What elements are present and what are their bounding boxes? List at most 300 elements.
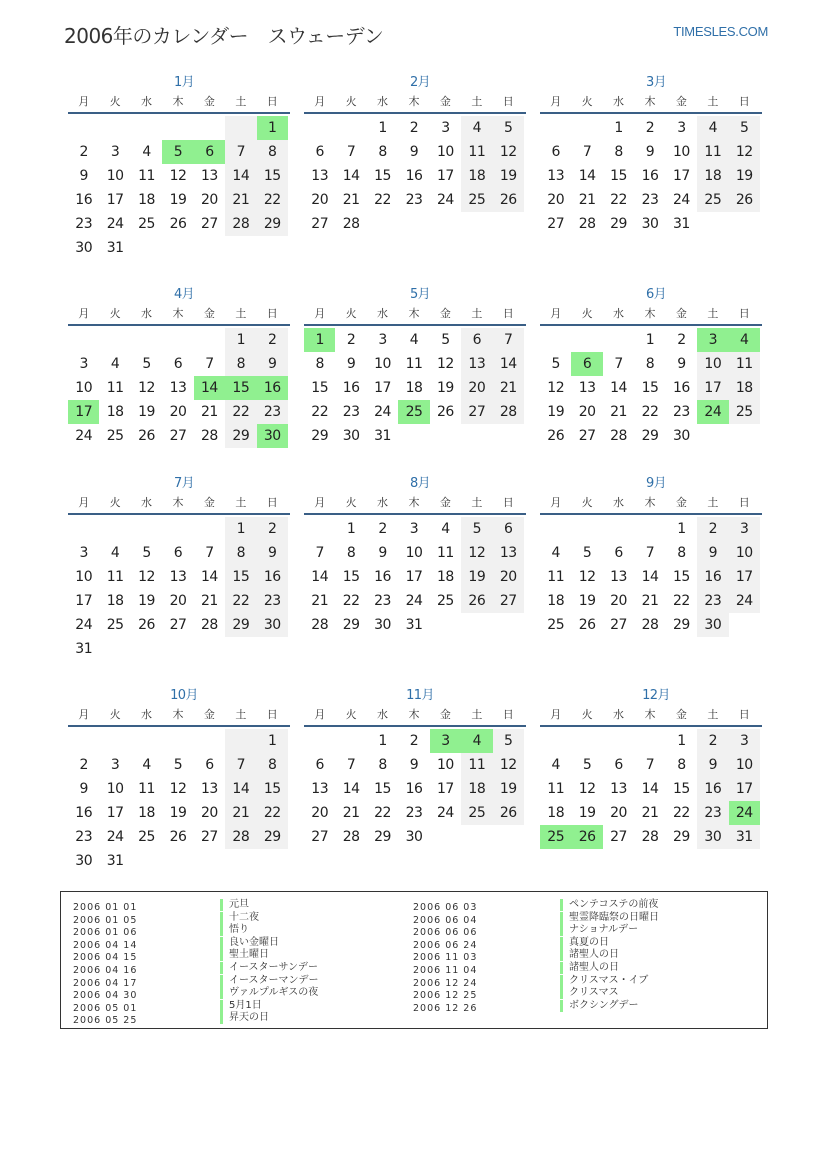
day-cell: 23: [697, 801, 728, 825]
weekday-label: 木: [408, 496, 420, 509]
day-cell: 20: [311, 192, 329, 208]
month-block: [304, 475, 526, 637]
day-cell: 29: [225, 424, 256, 448]
day-cell: 12: [461, 541, 492, 565]
day-cell: 27: [311, 216, 329, 232]
day-cell: 21: [493, 376, 524, 400]
month-block: [540, 687, 762, 849]
holiday-name: イースターマンデー: [220, 975, 319, 987]
month-name: 1月: [173, 75, 195, 90]
weekday-label: 水: [141, 496, 153, 509]
holiday-day: 3: [430, 729, 461, 753]
day-grid: [540, 116, 762, 236]
empty-cell: [68, 517, 99, 541]
holiday-day: 4: [729, 328, 760, 352]
day-cell: 5: [142, 356, 151, 372]
day-cell: 26: [169, 829, 187, 845]
day-cell: 28: [225, 825, 256, 849]
day-cell: 18: [547, 593, 565, 609]
day-cell: 3: [729, 517, 760, 541]
weekday-label: 日: [266, 307, 278, 320]
empty-cell: [540, 328, 571, 352]
day-cell: 26: [493, 188, 524, 212]
day-cell: 9: [697, 753, 728, 777]
day-cell: 25: [106, 617, 124, 633]
day-cell: 15: [374, 168, 391, 184]
weekday-label: 木: [408, 307, 420, 320]
weekday-label: 木: [644, 708, 656, 721]
day-cell: 11: [461, 140, 492, 164]
weekday-label: 土: [235, 95, 247, 108]
day-cell: 3: [110, 144, 120, 160]
day-cell: 30: [374, 617, 391, 633]
holiday-day: 24: [697, 400, 728, 424]
weekday-label: 木: [644, 307, 656, 320]
day-cell: 17: [436, 781, 454, 797]
empty-cell: [335, 729, 366, 753]
day-cell: 12: [547, 380, 565, 396]
day-cell: 10: [729, 753, 760, 777]
month-name: 12月: [642, 688, 670, 703]
weekday-label: 木: [644, 95, 656, 108]
day-cell: 25: [461, 188, 492, 212]
month-block: [540, 286, 762, 448]
day-cell: 13: [461, 352, 492, 376]
day-cell: 12: [578, 781, 596, 797]
day-cell: 14: [641, 569, 659, 585]
weekday-label: 月: [550, 708, 562, 721]
day-cell: 1: [645, 332, 655, 348]
day-cell: 24: [106, 829, 124, 845]
day-cell: 21: [225, 801, 256, 825]
day-cell: 8: [315, 356, 324, 372]
day-cell: 16: [405, 781, 423, 797]
day-cell: 19: [578, 593, 596, 609]
day-cell: 14: [342, 781, 360, 797]
weekday-label: 土: [471, 307, 483, 320]
day-cell: 19: [578, 805, 596, 821]
holiday-row: [73, 974, 319, 989]
day-cell: 14: [641, 781, 659, 797]
day-cell: 28: [610, 428, 627, 444]
day-cell: 5: [493, 116, 524, 140]
weekday-label: 水: [613, 496, 625, 509]
day-cell: 13: [578, 380, 596, 396]
day-cell: 20: [578, 404, 596, 420]
day-cell: 16: [257, 565, 288, 589]
day-cell: 7: [493, 328, 524, 352]
empty-cell: [68, 116, 99, 140]
empty-cell: [571, 729, 602, 753]
weekday-label: 木: [644, 496, 656, 509]
weekday-header: [304, 92, 526, 114]
day-cell: 6: [551, 144, 560, 160]
day-cell: 15: [311, 380, 329, 396]
day-cell: 5: [551, 356, 560, 372]
day-cell: 5: [173, 757, 183, 773]
day-cell: 3: [110, 757, 120, 773]
month-name: 2月: [409, 75, 431, 90]
day-cell: 8: [346, 545, 356, 561]
weekday-label: 月: [78, 95, 90, 108]
day-cell: 29: [257, 825, 288, 849]
day-cell: 25: [106, 428, 124, 444]
day-cell: 15: [672, 781, 690, 797]
month-block: [68, 286, 290, 448]
day-cell: 18: [106, 404, 124, 420]
empty-cell: [304, 729, 335, 753]
empty-cell: [68, 729, 99, 753]
weekday-label: 火: [109, 708, 121, 721]
day-cell: 12: [138, 569, 155, 585]
holiday-date: 2006 11 04: [413, 964, 478, 976]
weekday-label: 金: [675, 708, 687, 721]
day-cell: 10: [374, 356, 391, 372]
weekday-label: 月: [78, 708, 90, 721]
day-cell: 24: [75, 617, 93, 633]
holiday-day: 6: [194, 140, 225, 164]
day-cell: 7: [225, 753, 256, 777]
day-cell: 18: [106, 593, 124, 609]
day-cell: 3: [79, 356, 88, 372]
day-cell: 26: [547, 428, 565, 444]
holiday-date: 2006 01 05: [73, 914, 138, 926]
day-cell: 13: [610, 781, 627, 797]
empty-cell: [131, 517, 162, 541]
day-cell: 3: [677, 120, 686, 136]
month-block: [540, 74, 762, 236]
day-cell: 30: [75, 240, 93, 256]
day-cell: 29: [374, 829, 391, 845]
day-cell: 26: [493, 801, 524, 825]
day-cell: 10: [436, 144, 454, 160]
day-cell: 6: [614, 757, 623, 773]
holiday-date: 2006 12 25: [413, 990, 478, 1002]
day-cell: 14: [578, 168, 596, 184]
day-cell: 22: [641, 404, 659, 420]
day-cell: 30: [405, 829, 423, 845]
holiday-name: 良い金曜日: [220, 937, 279, 949]
holiday-day: 24: [729, 801, 760, 825]
empty-cell: [162, 729, 193, 753]
day-cell: 17: [106, 805, 124, 821]
day-cell: 21: [311, 593, 329, 609]
day-cell: 21: [641, 805, 659, 821]
weekday-label: 月: [550, 95, 562, 108]
holiday-day: 5: [162, 140, 193, 164]
holiday-day: 15: [225, 376, 256, 400]
day-cell: 5: [441, 332, 450, 348]
day-cell: 27: [169, 428, 187, 444]
site-name[interactable]: TIMESLES.COM: [673, 24, 768, 39]
empty-cell: [634, 729, 665, 753]
weekday-label: 金: [439, 708, 451, 721]
weekday-label: 火: [345, 708, 357, 721]
day-grid: [304, 729, 526, 849]
holiday-date: 2006 06 06: [413, 927, 478, 939]
weekday-label: 水: [613, 307, 625, 320]
day-cell: 20: [169, 593, 187, 609]
weekday-label: 金: [203, 95, 215, 108]
day-cell: 27: [578, 428, 596, 444]
weekday-label: 金: [439, 307, 451, 320]
day-cell: 16: [641, 168, 659, 184]
day-cell: 21: [578, 192, 596, 208]
day-cell: 6: [315, 757, 324, 773]
day-cell: 16: [672, 380, 690, 396]
day-cell: 21: [200, 593, 218, 609]
day-cell: 8: [257, 753, 288, 777]
weekday-label: 土: [235, 307, 247, 320]
day-cell: 30: [697, 613, 728, 637]
day-cell: 15: [257, 777, 288, 801]
day-cell: 15: [610, 168, 627, 184]
day-cell: 31: [374, 428, 391, 444]
empty-cell: [304, 517, 335, 541]
day-cell: 18: [405, 380, 423, 396]
empty-cell: [603, 729, 634, 753]
month-name: 6月: [645, 287, 667, 302]
day-cell: 20: [169, 404, 187, 420]
weekday-label: 日: [738, 708, 750, 721]
day-cell: 1: [225, 517, 256, 541]
day-cell: 21: [641, 593, 659, 609]
day-cell: 6: [315, 144, 324, 160]
weekday-label: 日: [502, 307, 514, 320]
day-cell: 18: [729, 376, 760, 400]
day-cell: 25: [547, 617, 565, 633]
weekday-header: [68, 92, 290, 114]
day-cell: 27: [200, 829, 218, 845]
weekday-label: 土: [707, 496, 719, 509]
day-cell: 21: [225, 188, 256, 212]
weekday-label: 火: [345, 496, 357, 509]
day-cell: 10: [75, 380, 93, 396]
day-cell: 4: [110, 545, 120, 561]
weekday-label: 金: [675, 95, 687, 108]
empty-cell: [225, 729, 256, 753]
day-cell: 22: [257, 188, 288, 212]
weekday-label: 土: [707, 95, 719, 108]
day-cell: 4: [409, 332, 419, 348]
holiday-date: 2006 12 24: [413, 977, 478, 989]
holiday-row: [73, 924, 249, 939]
weekday-label: 水: [377, 307, 389, 320]
day-cell: 23: [75, 829, 93, 845]
day-cell: 12: [493, 753, 524, 777]
day-cell: 5: [142, 545, 151, 561]
day-cell: 5: [729, 116, 760, 140]
weekday-header: [540, 304, 762, 326]
day-cell: 18: [138, 192, 155, 208]
day-cell: 19: [169, 192, 187, 208]
holiday-name: 元旦: [220, 899, 249, 911]
holiday-day: 1: [304, 328, 335, 352]
day-cell: 26: [169, 216, 187, 232]
day-cell: 22: [311, 404, 329, 420]
day-cell: 8: [614, 144, 623, 160]
weekday-label: 金: [439, 496, 451, 509]
day-cell: 29: [257, 212, 288, 236]
day-cell: 30: [641, 216, 659, 232]
empty-cell: [99, 517, 130, 541]
holiday-list-left: [73, 899, 319, 1027]
day-cell: 13: [169, 569, 187, 585]
day-cell: 28: [641, 617, 659, 633]
empty-cell: [634, 517, 665, 541]
weekday-label: 日: [266, 496, 278, 509]
empty-cell: [162, 328, 193, 352]
day-cell: 23: [405, 192, 423, 208]
weekday-header: [304, 304, 526, 326]
weekday-label: 水: [613, 95, 625, 108]
day-cell: 2: [79, 757, 88, 773]
holiday-row: [73, 961, 318, 976]
day-cell: 17: [374, 380, 391, 396]
day-cell: 8: [677, 757, 686, 773]
day-cell: 11: [461, 753, 492, 777]
day-cell: 7: [205, 356, 214, 372]
day-cell: 10: [405, 545, 423, 561]
day-cell: 13: [311, 168, 329, 184]
day-cell: 3: [441, 120, 450, 136]
month-block: [68, 74, 290, 260]
holiday-row: [413, 911, 659, 926]
day-cell: 23: [342, 404, 360, 420]
day-grid: [304, 116, 526, 236]
day-cell: 5: [582, 757, 592, 773]
day-cell: 4: [551, 757, 560, 773]
day-cell: 30: [672, 428, 690, 444]
day-cell: 20: [311, 805, 329, 821]
day-cell: 2: [257, 328, 288, 352]
holiday-name: 諸聖人の日: [560, 949, 619, 961]
day-cell: 9: [257, 541, 288, 565]
day-cell: 29: [672, 617, 690, 633]
day-cell: 10: [697, 352, 728, 376]
day-cell: 10: [106, 168, 124, 184]
day-cell: 22: [342, 593, 360, 609]
day-cell: 3: [729, 729, 760, 753]
day-cell: 25: [138, 829, 155, 845]
day-cell: 2: [378, 521, 387, 537]
weekday-label: 火: [581, 95, 593, 108]
weekday-header: [540, 705, 762, 727]
day-cell: 4: [697, 116, 728, 140]
weekday-label: 木: [172, 307, 184, 320]
day-cell: 9: [257, 352, 288, 376]
day-cell: 10: [729, 541, 760, 565]
day-cell: 20: [547, 192, 565, 208]
empty-cell: [571, 328, 602, 352]
day-cell: 25: [461, 801, 492, 825]
day-cell: 4: [142, 757, 151, 773]
empty-cell: [194, 116, 225, 140]
day-cell: 11: [405, 356, 423, 372]
day-cell: 25: [138, 216, 155, 232]
day-cell: 28: [641, 829, 659, 845]
day-cell: 20: [200, 192, 218, 208]
weekday-label: 土: [471, 708, 483, 721]
holiday-day: 3: [697, 328, 728, 352]
day-cell: 19: [729, 164, 760, 188]
day-cell: 5: [493, 729, 524, 753]
holiday-name: イースターサンデー: [220, 962, 318, 974]
day-cell: 28: [200, 617, 218, 633]
holiday-date: 2006 04 14: [73, 939, 138, 951]
weekday-label: 土: [471, 95, 483, 108]
day-cell: 17: [697, 376, 728, 400]
holiday-date: 2006 04 16: [73, 964, 138, 976]
holiday-day: 17: [68, 400, 99, 424]
day-grid: [540, 328, 762, 448]
day-cell: 29: [225, 613, 256, 637]
day-cell: 1: [677, 733, 686, 749]
day-cell: 11: [106, 380, 124, 396]
day-cell: 4: [461, 116, 492, 140]
weekday-label: 土: [471, 496, 483, 509]
day-cell: 24: [405, 593, 423, 609]
weekday-label: 日: [738, 307, 750, 320]
day-cell: 10: [106, 781, 124, 797]
day-cell: 15: [225, 565, 256, 589]
weekday-label: 金: [203, 496, 215, 509]
day-cell: 18: [138, 805, 155, 821]
day-cell: 28: [225, 212, 256, 236]
day-cell: 12: [493, 140, 524, 164]
day-cell: 14: [225, 777, 256, 801]
day-cell: 24: [672, 192, 690, 208]
day-cell: 12: [169, 781, 187, 797]
day-cell: 9: [378, 545, 387, 561]
weekday-label: 月: [314, 708, 326, 721]
holiday-date: 2006 01 01: [73, 902, 138, 913]
day-cell: 14: [342, 168, 360, 184]
day-cell: 22: [225, 589, 256, 613]
day-cell: 3: [409, 521, 419, 537]
day-cell: 30: [75, 853, 93, 869]
day-cell: 31: [672, 216, 690, 232]
weekday-label: 火: [109, 496, 121, 509]
empty-cell: [194, 517, 225, 541]
day-cell: 19: [493, 777, 524, 801]
weekday-label: 月: [78, 496, 90, 509]
day-cell: 2: [645, 120, 655, 136]
day-cell: 9: [697, 541, 728, 565]
day-cell: 13: [311, 781, 329, 797]
holiday-row: [413, 924, 639, 939]
day-cell: 6: [173, 545, 183, 561]
day-cell: 23: [641, 192, 659, 208]
holiday-date: 2006 04 15: [73, 952, 138, 964]
day-cell: 25: [697, 188, 728, 212]
day-cell: 29: [342, 617, 360, 633]
day-cell: 29: [311, 428, 329, 444]
weekday-label: 月: [550, 307, 562, 320]
holiday-date: 2006 12 26: [413, 1002, 478, 1014]
day-cell: 6: [205, 757, 214, 773]
holiday-day: 4: [461, 729, 492, 753]
day-cell: 16: [374, 569, 391, 585]
day-cell: 29: [672, 829, 690, 845]
day-cell: 30: [342, 428, 360, 444]
day-cell: 11: [138, 781, 155, 797]
day-cell: 4: [142, 144, 151, 160]
weekday-label: 日: [738, 496, 750, 509]
day-cell: 27: [200, 216, 218, 232]
day-cell: 23: [697, 589, 728, 613]
day-cell: 18: [697, 164, 728, 188]
